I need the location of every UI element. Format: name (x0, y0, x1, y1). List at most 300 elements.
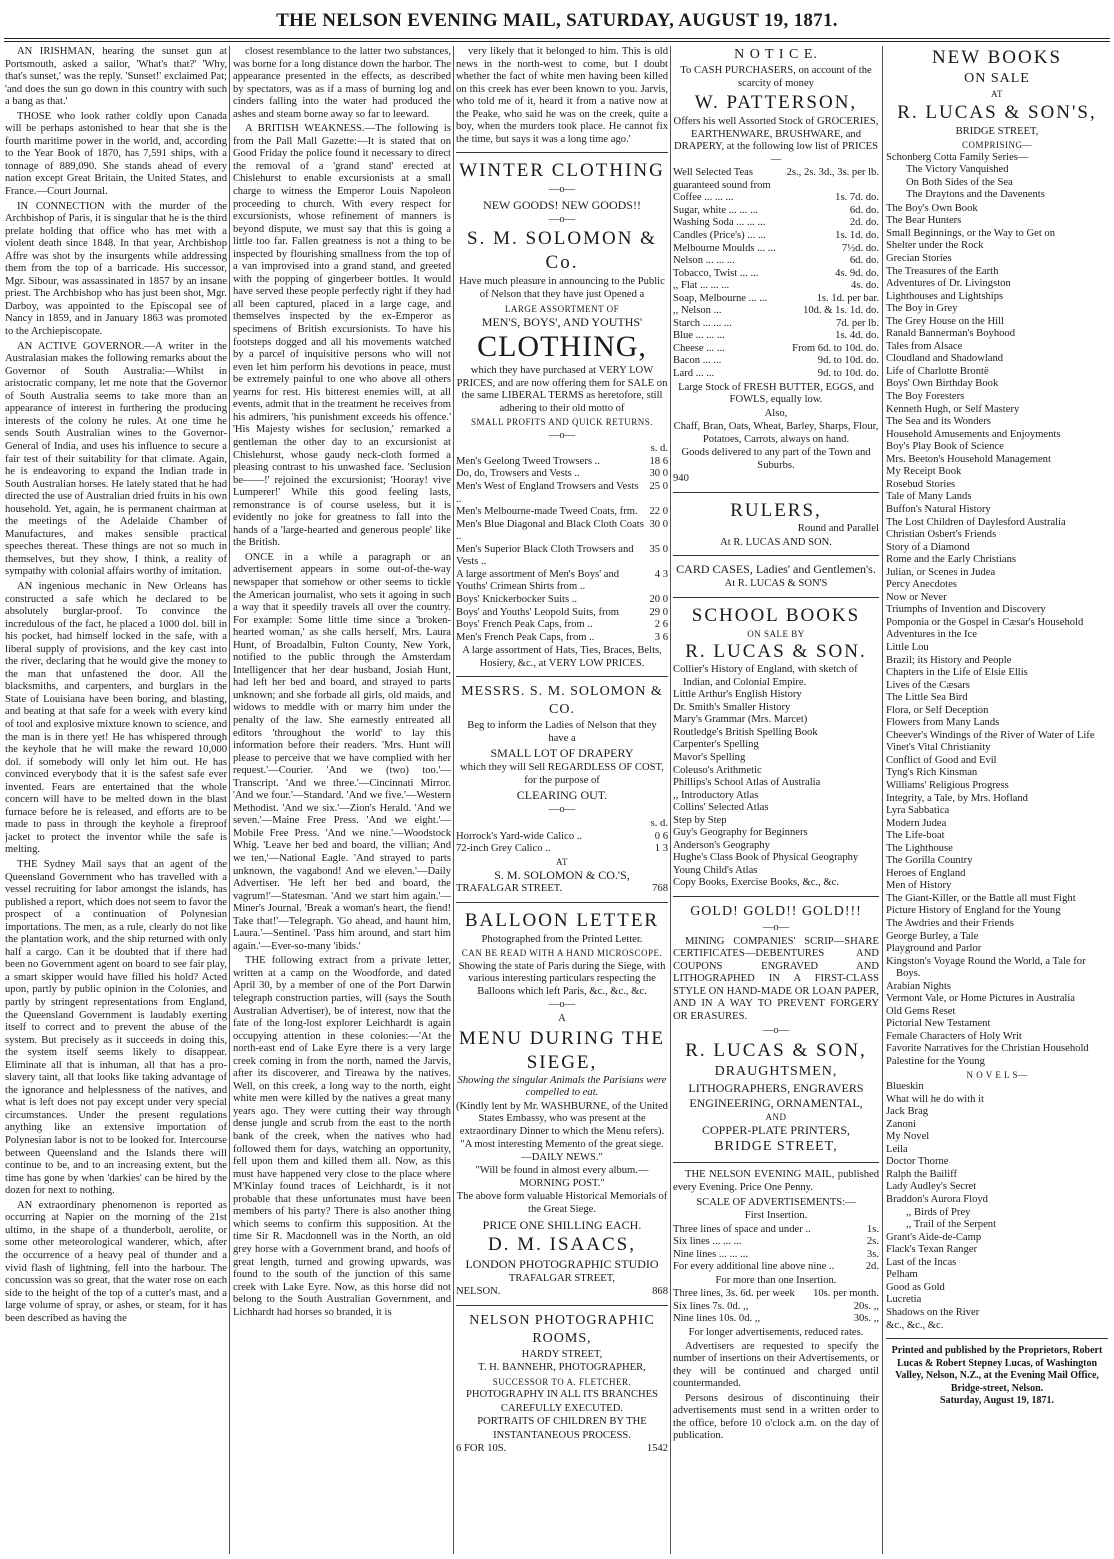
price-value: 2d. (865, 1261, 879, 1273)
book-list-item: &c., &c., &c. (886, 1319, 944, 1331)
book-list-item: Braddon's Aurora Floyd (886, 1194, 988, 1206)
book-list-item: Pomponia or the Gospel in Cæsar's Household (886, 616, 1084, 628)
book-list-item: Female Characters of Holy Writ (886, 1030, 1022, 1042)
imprint-line: Printed and published by the Proprietors, Robert Lucas & Robert Stepney Lucas, of Washington Valley, Nelson, N.Z., at the Evening Mail Office, Bridge-street, Nelson. (891, 1345, 1103, 1394)
book-list-item: Kenneth Hugh, or Self Mastery (886, 403, 1020, 415)
ad-subheading: DRAUGHTSMEN, (714, 1063, 838, 1079)
price-value: s. d. (650, 817, 668, 829)
ad-small-caps-line: SMALL PROFITS AND QUICK RETURNS. (471, 417, 653, 428)
price-item-label: Nine lines ... ... ... (673, 1248, 749, 1260)
ad-line: At R. LUCAS & SON'S (724, 578, 828, 590)
ad-title: S. M. SOLOMON & CO.'S, (494, 868, 630, 883)
book-list-item: Cloudland and Shadowland (886, 353, 1004, 365)
price-row (456, 619, 668, 632)
ad-line: —o— (548, 999, 576, 1011)
book-list-item: Zanoni (886, 1118, 917, 1130)
ad-heading: R. LUCAS & SON'S, (897, 101, 1097, 123)
ad-title: LITHOGRAPHERS, ENGRAVERS (688, 1080, 864, 1095)
book-list-item: Buffon's Natural History (886, 503, 991, 515)
price-row (456, 456, 668, 469)
ad-line: BRIDGE STREET, (955, 125, 1039, 137)
price-item-label: Bacon ... ... (673, 355, 722, 367)
price-row (673, 217, 879, 230)
price-row (673, 230, 879, 243)
ad-heading: WINTER CLOTHING (459, 160, 665, 182)
price-item-label: Blue ... ... ... (673, 330, 725, 342)
price-item-label: ,, Flat ... ... ... (673, 280, 730, 292)
price-row (456, 506, 668, 519)
book-list-item: Cheever's Windings of the River of Water of Life (886, 729, 1095, 741)
book-list-item: Blueskin (886, 1081, 924, 1093)
price-item-label: 6 FOR 10S. (456, 1443, 507, 1455)
ad-line: A (558, 1012, 566, 1024)
article-paragraph: Persons desirous of discontinuing their advertisements must send in a written order to the office, before 10 o'clock a.m. on the day of publication. (673, 1392, 879, 1442)
price-row (456, 544, 668, 569)
ad-subheading: GOLD! GOLD!! GOLD!!! (690, 903, 862, 919)
ad-line: The above form valuable Historical Memorials of the Great Siege. (456, 1191, 668, 1215)
section-rule (673, 597, 879, 598)
price-row (673, 473, 879, 486)
book-list-item: Vinet's Vital Christianity (886, 742, 991, 754)
article-paragraph: ONCE in a while a paragraph or an advertisement appears in some out-of-the-way newspaper that somehow or other seems to tickle the American journalist, who sets it agoing in such a way that it speedily travels all over the country. For example: Some little time since a 'broken-hearted woman,' as she calls herself, Mrs. Laura Hunt, of Broadalbin, Fulton County, New York, notified to the public through the Amsterdam Intelligencer that her dear husband, Josiah Hunt, had left her bed and board, and strayed to parts unknown; and she forbade all girls, old maids, and widows to meddle with or marry him under the penalty of the law. She earnestly entreated all editors 'throughout the world' to lay this information before their readers. 'Mrs. Hunt will please to perceive that we have complied with her request.'—Courier. 'And we (two) too.'—Transcript. 'And we three.'—Cincinnati Mirror. 'And we four.'—Standard. 'And we five.'—Western Methodist. 'And we six.'—Zion's Herald. 'And we seven.'—Maine Free Press. 'And we eight.'—Mobile Free Press. 'And we nine.'—Woodstock Whig. 'Leave her bed and board, the villian; And we ten,'—National Eagle. 'And strayed to parts unknown, the vagabond! And we eleven.'—Daily Advertiser. 'He left her bed and board, the vagrum!'—Statesman. 'And we start him again.'—Miner's Journal. 'Break a woman's heart, the fiend! Take that!'—Telegraph. 'Go ahead, and haunt him, Laura.'—Sentinel. 'Pass him around, and start him again.'—Ever-so-many 'ibids.' (233, 551, 451, 952)
ad-heading: NEW BOOKS (931, 47, 1063, 68)
price-item-label: Boys' and Youths' Leopold Suits, from (456, 606, 620, 618)
book-list-item: Modern Judea (886, 817, 947, 829)
price-item-label: Men's Blue Diagonal and Black Cloth Coats .. (456, 518, 644, 543)
ad-small-caps-line: LARGE ASSORTMENT OF (504, 303, 620, 314)
price-row (456, 632, 668, 645)
book-list-item: Flora, or Self Deception (886, 704, 989, 716)
ad-line: CAREFULLY EXECUTED. (500, 1402, 624, 1414)
book-list-item: Tales from Alsace (886, 340, 963, 352)
price-item-label: Cheese ... ... (673, 342, 725, 354)
book-list-item: Adventures of Dr. Livingston (886, 278, 1011, 290)
ad-line: TRAFALGAR STREET, (508, 1272, 616, 1284)
ad-subheading: N O T I C E. (734, 47, 818, 62)
book-list-item: Adventures in the Ice (886, 629, 977, 641)
price-value: 2d. do. (849, 217, 879, 229)
book-list-item: Rome and the Early Christians (886, 554, 1017, 566)
book-list-item: Ranald Bannerman's Boyhood (886, 328, 1016, 340)
article-paragraph: THE following extract from a private letter, written at a camp on the Woodforde, and dated April 30, by a member of one of the Port Darwin telegraph construction parties, will (says the South Australian Advertiser), be of interest, now that the fate of the long-lost explorer Leichhardt is again occupying attention in these colonies:—'At the north-east end of Lake Eyre there is a very large creek coming in from the north, named the Jarvis, after its discoverer, and Tireawa by the natives. Well, on this creek, a long way to the north, eight white men were killed by the natives a great many years ago. They were cutting their way through dense jungle and scrub from the east to the north bank of the creek, when the natives who had followed them for days, watching an opportunity, fell upon them and killed them all. Now, as this must have happened very close to the place where M'Kinlay found traces of Leichhardt, is it not probable that these unfortunates must have been members of his party? There is also another thing which seems to confirm this supposition. At the time Sir R. Macdonnell was in the North, an old grey horse with a Government brand, and hoofs of great length, turned and growing upwards, was found to the south of the junction of this same creek with Lake Eyre. Now, as this horse did not belong to the South Australian Government, and Lichhardt had horses so branded, it is (233, 955, 451, 1318)
ad-line: For more than one Insertion. (715, 1274, 837, 1286)
book-list-item: The Sea and its Wonders (886, 416, 991, 428)
book-list-item: The Giant-Killer, or the Battle all must Fight (886, 892, 1076, 904)
book-list-item: Now or Never (886, 591, 947, 603)
book-list-item: The Boy in Grey (886, 303, 958, 315)
price-item-label: Lard ... ... (673, 368, 715, 380)
book-list-item: Routledge's British Spelling Book (673, 726, 818, 738)
book-list-item: Phillips's School Atlas of Australia (673, 777, 821, 789)
price-value: 0 6 (654, 830, 668, 842)
price-item-label: Men's West of England Trowsers and Vests .. (456, 481, 639, 505)
book-list-item: Carpenter's Spelling (673, 739, 759, 751)
section-rule (456, 676, 668, 677)
book-list-item: Lucretia (886, 1294, 922, 1306)
price-value: 6d. do. (849, 255, 879, 267)
article-paragraph: THE NELSON EVENING MAIL, published every Evening. Price One Penny. (673, 1169, 879, 1193)
price-value: 30 0 (649, 468, 668, 480)
price-item-label: Washing Soda ... ... ... (673, 217, 766, 229)
ad-headline: CLOTHING, (477, 330, 647, 364)
book-list-item: Ralph the Bailiff (886, 1168, 958, 1180)
price-item-label: Nine lines 10s. 0d. ,, (673, 1313, 761, 1325)
price-row (673, 205, 879, 218)
section-rule (886, 1338, 1108, 1339)
ad-small-caps-line: AT (991, 89, 1003, 99)
ad-small-caps-line: COMPRISING— (961, 140, 1032, 151)
price-item-label: Sugar, white ... ... ... (673, 204, 758, 216)
price-item-label: Melbourne Moulds ... ... (673, 242, 776, 254)
price-value: 4s. 9d. do. (835, 267, 879, 279)
book-list-item: Collier's History of England, with sketch of Indian, and Colonial Empire. (673, 664, 858, 688)
ad-line: PORTRAITS OF CHILDREN BY THE (477, 1416, 647, 1428)
price-item-label: Three lines of space and under .. (673, 1223, 811, 1235)
book-list-item: Schonberg Cotta Family Series— (886, 151, 1029, 163)
book-list-item: Favorite Narratives for the Christian Household (886, 1043, 1089, 1055)
price-row (673, 1236, 879, 1249)
ad-line: Also, (764, 407, 788, 419)
book-list-item: Chapters in the Life of Elsie Ellis (886, 667, 1028, 679)
book-list-item: Christian Osbert's Friends (886, 529, 997, 541)
article-paragraph: very likely that it belonged to him. This is old news in the north-west to come, but I doubt whether the fact of white men having been killed on this creek has ever been known to you. Jarvis, who told me of it, heard it from a native now at the Peake, who said he was on the creek, quite a boy, when the murders took place. He cannot fix the time, but says it was a long time ago.' (456, 46, 668, 145)
price-item-label: Tobacco, Twist ... ... (673, 267, 759, 279)
article-paragraph: AN IRISHMAN, hearing the sunset gun at Portsmouth, asked a sailor, 'What's that?' 'Why, that's sunset,' was the reply. 'Sunset!' exclaimed Pat; 'and does the sun go down in this country with such a bang as that.' (5, 46, 227, 108)
book-list-item: George Burley, a Tale (886, 930, 979, 942)
book-list-item: Vermont Vale, or Home Pictures in Australia (886, 993, 1075, 1005)
price-item-label: A large assortment of Men's Boys' and Youths' Crimean Shirts from .. (456, 568, 620, 593)
book-list-item: My Receipt Book (886, 466, 962, 478)
book-list-item: What will he do with it (886, 1093, 984, 1105)
price-row (673, 293, 879, 306)
ad-heading: MENU DURING THE SIEGE, (459, 1027, 665, 1073)
book-list-item: Men of History (886, 880, 952, 892)
price-row (456, 481, 668, 506)
price-row (673, 1301, 879, 1314)
book-list-item: Flack's Texan Ranger (886, 1244, 977, 1256)
price-value: 1s. 4d. do. (835, 330, 879, 342)
price-item-label: Boys' Knickerbocker Suits .. (456, 593, 578, 605)
ad-line: Have much pleasure in announcing to the Public of Nelson that they have just Opened a (459, 276, 665, 301)
ad-line: "A most interesting Memento of the great siege.—DAILY NEWS." (460, 1139, 664, 1163)
ad-line: —o— (548, 213, 576, 225)
price-row (673, 268, 879, 281)
masthead-title: THE NELSON EVENING MAIL, SATURDAY, AUGUST 19, 1871. (276, 10, 838, 31)
book-list-item: Leila (886, 1143, 908, 1155)
price-row (456, 1443, 668, 1456)
price-item-label: Well Selected Teas guaranteed sound from (673, 167, 771, 191)
price-value: 9d. to 10d. do. (817, 368, 879, 380)
ad-line: Photographed from the Printed Letter. (481, 933, 643, 945)
section-rule (673, 492, 879, 493)
book-list-item: On Both Sides of the Sea (906, 176, 1013, 188)
ad-line: —o— (548, 429, 576, 441)
ad-title: SMALL LOT OF DRAPERY (490, 746, 634, 761)
book-list-item: Triumphs of Invention and Discovery (886, 604, 1046, 616)
price-value: 868 (652, 1286, 668, 1298)
article-paragraph: MINING COMPANIES' SCRIP—SHARE CERTIFICATES—DEBENTURES AND COUPONS ENGRAVED AND LITHOGRAPHED IN A FIRST-CLASS STYLE ON HAND-MADE OR LOAN PAPER, AND IN A WAY TO PREVENT FORGERY OR ERASURES. (673, 935, 879, 1022)
price-item-label: Men's French Peak Caps, from .. (456, 631, 595, 643)
price-value: 29 0 (649, 606, 668, 618)
book-list-item: Pictorial New Testament (886, 1018, 991, 1030)
price-value: 7½d. do. (841, 242, 879, 254)
ad-small-caps-line: CAN BE READ WITH A HAND MICROSCOPE. (461, 948, 663, 959)
section-rule (673, 1162, 879, 1163)
price-row (456, 818, 668, 831)
book-list-item: Story of a Diamond (886, 541, 970, 553)
article-paragraph: AN ACTIVE GOVERNOR.—A writer in the Australasian makes the following remarks about the Governor of South Australia:—Whilst in aristocratic company, let me note that the Governor of South Australia seems to take more than an appearance of interest in furthering the producing interests of the colony he rules. At one time he sends South Australian wines to the Governor-General of India, and uses his influence to secure a fair test of their suitability for that climate. Again, he is endeavoring to expand the Indian trade in South Australian horses. He lately stated that he had directed the use of Australian dried fruits in his own household. Yet, again, he is permanent chairman at the meetings of the Adelaide Chamber of Manufactures, and makes sensible practical speeches thereat. These things are not so much in themselves, but they show, I think, a reality of sympathy with colonial affairs worthy of imitation. (5, 340, 227, 578)
price-item-label: Do, do, Trowsers and Vests .. (456, 468, 580, 480)
ad-heading: R. LUCAS & SON. (685, 641, 867, 663)
book-list-item: Conflict of Good and Evil (886, 754, 997, 766)
book-list-item: Tale of Many Lands (886, 491, 972, 503)
article-paragraph: AN extraordinary phenomenon is reported as occurring at Napier on the morning of the 21st ultimo, in the shape of a thunderbolt, aerolite, or some other meteorological wanderer, which, after the occurrence of a heavy peal of thunder and a vivid flash of lightning, fell into the harbour. The concussion was so great, that the water rose on each side to the height of the top of a cutter's mast, and a large volume of spray, or ashes, or steam, for it has been described as having the (5, 1199, 227, 1324)
price-item-label: 72-inch Grey Calico .. (456, 843, 551, 855)
ad-small-caps-line: SUCCESSOR TO A. FLETCHER. (492, 1376, 632, 1387)
book-list-item: Boy's Play Book of Science (886, 441, 1004, 453)
ad-line: which they will Sell REGARDLESS OF COST, for the purpose of (460, 762, 664, 786)
price-value: 30 0 (649, 518, 668, 530)
price-row (456, 594, 668, 607)
price-row (673, 368, 879, 381)
book-list-item: Palestine for the Young (886, 1056, 985, 1068)
ad-subheading: MESSRS. S. M. SOLOMON & CO. (461, 684, 663, 718)
book-list-item: Household Amusements and Enjoyments (886, 428, 1061, 440)
book-list-item: Anderson's Geography (673, 839, 770, 851)
book-list-item: Pelham (886, 1269, 918, 1281)
ad-line: Offers his well Assorted Stock of GROCERIES, EARTHENWARE, BRUSHWARE, and DRAPERY, at the following low list of PRICES— (673, 116, 879, 165)
ad-line: Beg to inform the Ladies of Nelson that they have a (467, 720, 657, 744)
price-row (673, 318, 879, 331)
price-value: 25 0 (649, 481, 668, 493)
price-row (673, 1288, 879, 1301)
price-item-label: Starch ... ... ... (673, 317, 732, 329)
book-list-item: The Grey House on the Hill (886, 315, 1004, 327)
book-list-item: Boys' Own Birthday Book (886, 378, 999, 390)
price-item-label: Candles (Price's) ... ... (673, 230, 766, 242)
price-value: 10s. per month. (813, 1288, 879, 1300)
price-row (456, 831, 668, 844)
price-item-label: Nelson ... ... ... (673, 255, 735, 267)
price-item-label: Men's Melbourne-made Tweed Coats, frm. (456, 506, 638, 518)
price-value: 20 0 (649, 593, 668, 605)
book-list-item: ,, Introductory Atlas (673, 789, 759, 801)
book-list-item: Shadows on the River (886, 1306, 980, 1318)
book-list-item: Brazil; its History and People (886, 654, 1012, 666)
ad-heading: SCHOOL BOOKS (691, 604, 861, 626)
price-item-label: Boys' French Peak Caps, from .. (456, 619, 593, 631)
book-list-item: Playground and Parlor (886, 943, 982, 955)
book-list-item: Kingston's Voyage Round the World, a Tale for Boys. (886, 955, 1086, 980)
ad-title: ENGINEERING, ORNAMENTAL, (689, 1095, 863, 1110)
ad-subheading: ON SALE (964, 71, 1030, 86)
book-list-item: Hughe's Class Book of Physical Geography (673, 852, 859, 864)
book-list-item: The Boy Foresters (886, 391, 965, 403)
ad-line: which they have purchased at VERY LOW PRICES, and are now offering them for SALE on the same LIBERAL TERMS as heretofore, still adhering to their old motto of (456, 365, 668, 414)
price-value: 1s. 7d. do. (835, 192, 879, 204)
price-value: 30s. ,, (853, 1313, 879, 1325)
ad-small-caps-line: AT (556, 856, 568, 867)
ad-line: Large Stock of FRESH BUTTER, EGGS, and FOWLS, equally low. (678, 381, 874, 406)
column-1-news (5, 46, 227, 1554)
ad-line: —o— (548, 804, 576, 816)
book-list-item: Step by Step (673, 814, 727, 826)
price-value: 1542 (646, 1443, 668, 1455)
article-paragraph: IN CONNECTION with the murder of the Archbishop of Paris, it is singular that he is the third prelate holding that office who has met with a violent death since 1848. In that year, Archbishop Affre was shot by the insurgents while addressing them from the top of a barricade. His successor, Mgr. Sibour, was assassinated in 1857 by an insane priest. The Archbishop who has just been shot, Mgr. Darboy, was appointed to the Episcopal see of Nancy in 1859, and in January 1863 was promoted to the Archiepiscopate. (5, 200, 227, 338)
price-item-label: Six lines 7s. 0d. ,, (673, 1300, 749, 1312)
price-row (456, 607, 668, 620)
book-list-item: Tyng's Rich Kinsman (886, 767, 978, 779)
article-paragraph: THE Sydney Mail says that an agent of the Queensland Government who has travelled with a vessel recruiting for labor amongst the islands, has published a report, which does not seem to favor the prospect of a continuation of Polynesian importations. The men, as a rule, clearly do not like the plantation work, and the ship returned with only half a cargo. Can it be doubted that if there had been no Government agent on board to see fair play, a smart skipper would have filled his hold? Acted upon, partly by public opinion in the Colonies, and partly by stringent representations from England, the Queensland Government is laudably exerting itself to correct and to prevent the abuse of the system. But precisely as it succeeds in doing this, the system itself seems likely to disappear. Eliminate all that is inhuman, all that has a pro-slavery taint, all that looks like taking advantage of the ignorance and helplessness of the natives, and what is left does not pay except under very special circumstances. Under the present regulations anything like an extensive importation of Polynesian labor is not to be looked for. Intercourse between Queensland and the Islands there will continue to be, and to an increasing extent, but the time has gone by when 'darkies' can be hired by the dozen for next to nothing. (5, 859, 227, 1197)
book-list-item: Percy Anecdotes (886, 579, 957, 591)
price-item-label: Soap, Melbourne ... ... (673, 292, 768, 304)
book-list-item: The Gorilla Country (886, 855, 973, 867)
price-row (456, 468, 668, 481)
masthead-rule (4, 38, 1110, 42)
ad-title: COPPER-PLATE PRINTERS, (701, 1123, 851, 1138)
book-list-item: Shelter under the Rock (886, 240, 984, 252)
section-rule (456, 902, 668, 903)
price-value: 10d. & 1s. 1d. do. (803, 305, 879, 317)
book-list-item: The Lighthouse (886, 842, 953, 854)
price-item-label: For every additional line above nine .. (673, 1261, 835, 1273)
book-list-item: The Victory Vanquished (906, 164, 1009, 176)
ad-line: Goods delivered to any part of the Town and Suburbs. (681, 447, 871, 471)
book-list-item: My Novel (886, 1131, 930, 1143)
ad-line: A large assortment of Hats, Ties, Braces, Belts, Hosiery, &c., at VERY LOW PRICES. (462, 645, 662, 669)
ad-subheading: BRIDGE STREET, (714, 1139, 838, 1155)
price-row (456, 1286, 668, 1299)
price-item-label: ,, Nelson ... (673, 305, 722, 317)
book-list-item: Little Lou (886, 641, 929, 653)
price-value: 1s. 1d. per bar. (816, 292, 879, 304)
price-value: 1s. 1d. do. (835, 230, 879, 242)
price-row (456, 569, 668, 594)
price-item-label: Men's Geelong Tweed Trowsers .. (456, 455, 600, 467)
price-row (673, 192, 879, 205)
price-value: 22 0 (649, 506, 668, 518)
book-list-item: Integrity, a Tale, by Mrs. Hofland (886, 792, 1028, 804)
price-item-label: TRAFALGAR STREET. (456, 883, 563, 895)
ad-heading: W. PATTERSON, (694, 92, 858, 114)
book-list-item: Mavor's Spelling (673, 751, 746, 763)
ad-heading: S. M. SOLOMON & Co. (467, 228, 657, 274)
book-list-item: Rosebud Stories (886, 478, 956, 490)
price-item-label: NELSON. (456, 1286, 501, 1298)
ad-title: MEN'S, BOYS', AND YOUTHS' (481, 315, 643, 330)
price-value: 1 3 (654, 843, 668, 855)
ad-title: NEW GOODS! NEW GOODS!! (483, 197, 641, 212)
ad-italic-line: Showing the singular Animals the Parisians were compelled to eat. (457, 1074, 667, 1099)
ad-line: —o— (762, 1025, 790, 1037)
price-value: 6d. do. (849, 204, 879, 216)
ad-line: Showing the state of Paris during the Siege, with various interesting particulars respecting the Balloons which left Paris, &c., &c., &c. (458, 960, 666, 997)
price-item-label: 940 (673, 473, 689, 485)
price-row (673, 243, 879, 256)
article-paragraph: AN ingenious mechanic in New Orleans has constructed a safe which he declared to be absolutely burglar-proof. To convince the incredulous of the fact, he placed a 1000 dol. bill in his pocket, had himself locked in the safe, with a liberal supply of provisions, and the key cast into the river, declaring that he would give the money to the man that unfastened the door. All the blacksmiths, and carpenters, and burglars in the State of Louisiana have been boring, and blasting, and beating at that safe for a week with every kind of tool and explosive mixture known to science, and the man is in there yet! He has whispered through the keyhole that he will make the reward 10,000 dol. if somebody will only let him out. He has convinced everybody that it is the safest safe ever invented. Fears are entertained that the whole concern will have to be melted down in the blast furnace before he is released, and efforts are to be made to pass in through the keyhole a fireproof jacket to protect the inventor while the safe is melting. (5, 580, 227, 856)
ad-line: —o— (548, 184, 576, 196)
ad-title: CLEARING OUT. (516, 788, 608, 803)
imprint-line: Saturday, August 19, 1871. (940, 1395, 1054, 1407)
book-list-item: The Treasures of the Earth (886, 265, 999, 277)
ad-line: T. H. BANNEHR, PHOTOGRAPHER, (478, 1362, 646, 1374)
price-row (673, 255, 879, 268)
price-value: 4s. do. (851, 280, 879, 292)
ad-line: PHOTOGRAPHY IN ALL ITS BRANCHES (465, 1389, 659, 1401)
price-row (456, 519, 668, 544)
price-row (456, 883, 668, 896)
price-value: 20s. ,, (853, 1300, 879, 1312)
price-value: 2s. (866, 1236, 879, 1248)
ad-heading: R. LUCAS & SON, (685, 1039, 867, 1061)
price-value: s. d. (650, 443, 668, 455)
price-value: 2s., 2s. 3d., 3s. per lb. (786, 167, 879, 179)
ad-line: HARDY STREET, (521, 1348, 603, 1360)
book-list-item: ,, Trail of the Serpent (906, 1219, 997, 1231)
book-list-item: Small Beginnings, or the Way to Get on (886, 227, 1056, 239)
ad-title: LONDON PHOTOGRAPHIC STUDIO (465, 1256, 659, 1271)
book-list-item: Grant's Aide-de-Camp (886, 1231, 982, 1243)
price-row (673, 305, 879, 318)
column-divider (670, 46, 671, 1554)
column-divider (453, 46, 454, 1554)
price-item-label: Six lines ... ... ... (673, 1236, 742, 1248)
book-list-item: Coleuso's Arithmetic (673, 764, 762, 776)
book-list-item: Life of Charlotte Brontë (886, 365, 989, 377)
book-list-item: Lighthouses and Lightships (886, 290, 1004, 302)
price-row (673, 167, 879, 192)
book-list-item: The Little Sea Bird (886, 692, 968, 704)
section-rule (673, 555, 879, 556)
book-list-item: The Boy's Own Book (886, 202, 978, 214)
ad-title: PRICE ONE SHILLING EACH. (482, 1217, 642, 1232)
price-value: 35 0 (649, 543, 668, 555)
ad-small-caps-line: AND (765, 1111, 787, 1122)
book-list-item: Heroes of England (886, 867, 966, 879)
book-list-item: Mary's Grammar (Mrs. Marcet) (673, 714, 808, 726)
ad-heading: RULERS, (730, 499, 822, 521)
book-list-item: Lady Audley's Secret (886, 1181, 977, 1193)
price-value: 7d. per lb. (836, 317, 879, 329)
book-list-item: Picture History of England for the Young (886, 905, 1061, 917)
column-3-advertisements (456, 46, 668, 1554)
ad-heading: BALLOON LETTER (464, 909, 660, 931)
price-item-label: Three lines, 3s. 6d. per week (673, 1288, 795, 1300)
price-row (456, 843, 668, 856)
price-row (673, 1224, 879, 1237)
book-list-item: Doctor Thorne (886, 1156, 949, 1168)
price-row (673, 1261, 879, 1274)
ad-title: CARD CASES, Ladies' and Gentlemen's. (676, 562, 876, 577)
price-row (673, 1313, 879, 1326)
book-list-item: Grecian Stories (886, 253, 952, 265)
price-value: 4 3 (654, 568, 668, 580)
ad-line: At R. LUCAS AND SON. (720, 536, 832, 548)
book-list-item: Young Child's Atlas (673, 864, 758, 876)
price-item-label: Coffee ... ... ... (673, 192, 734, 204)
price-value: 3 6 (654, 631, 668, 643)
book-list-item: Lives of the Cæsars (886, 679, 970, 691)
ad-line: First Insertion. (744, 1210, 808, 1222)
book-list-item: Old Gems Reset (886, 1005, 956, 1017)
book-list-item: The Bear Hunters (886, 215, 962, 227)
book-list-item: Jack Brag (886, 1106, 929, 1118)
ad-line: INSTANTANEOUS PROCESS. (493, 1429, 631, 1441)
book-list-item: Last of the Incas (886, 1256, 957, 1268)
article-paragraph: Advertisers are requested to specify the number of insertions on their Advertisements, or they will be continued and charged until countermanded. (673, 1340, 879, 1390)
ad-heading: D. M. ISAACS, (488, 1233, 636, 1255)
section-rule (456, 152, 668, 153)
